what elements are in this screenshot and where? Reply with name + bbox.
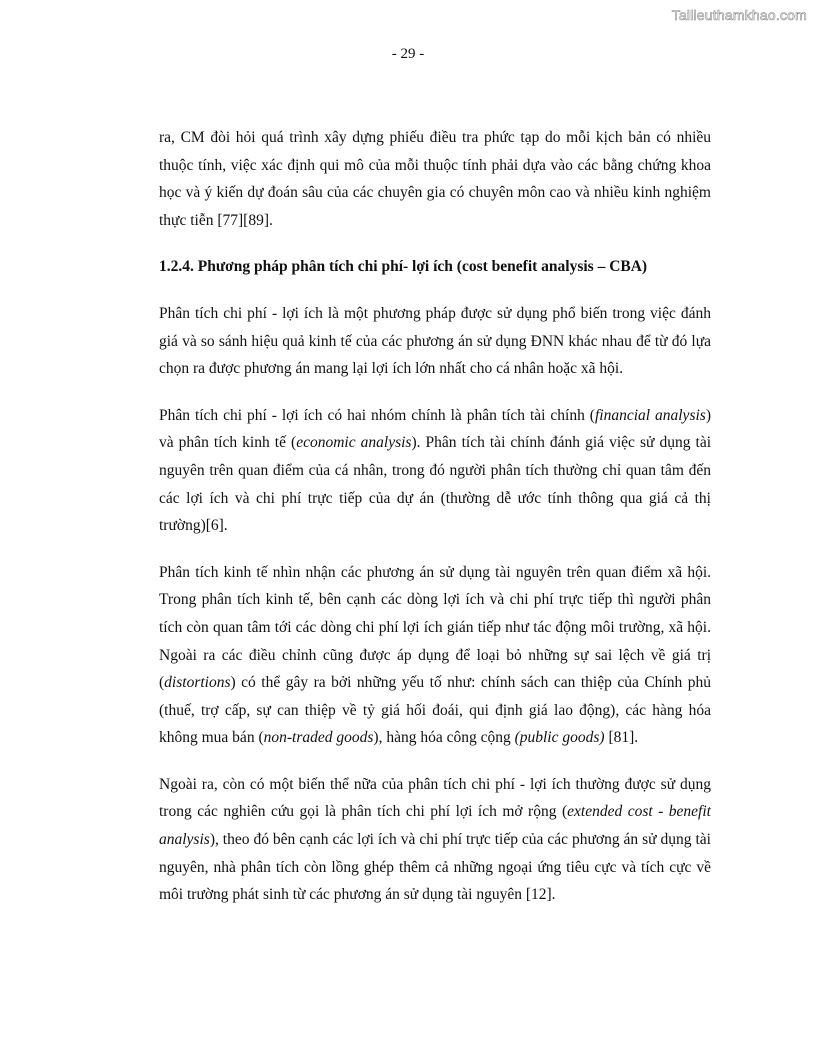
paragraph-4-text-1: Phân tích kinh tế nhìn nhận các phương án sử dụng tài nguyên trên quan điểm xã hội. Trong phân tích kinh tế, bên cạnh các dòng lợi ích và chi phí trực tiếp thì người phân tích còn quan tâm tới các dòng chi phí lợi ích gián tiếp như tác động môi trường, xã hội. Ngoài ra các điều chỉnh cũng được áp dụng để loại bỏ những sự sai lệch về giá trị (	[159, 563, 711, 692]
paragraph-5-italic-1: extended cost - benefit analysis	[159, 803, 711, 849]
paragraph-3-text-1: Phân tích chi phí - lợi ích có hai nhóm chính là phân tích tài chính (	[159, 406, 595, 424]
paragraph-3-text-2: ) và phân tích kinh tế (	[159, 406, 711, 452]
paragraph-5	[159, 771, 711, 909]
paragraph-3-italic-2: economic analysis	[296, 434, 412, 452]
paragraph-3-text-3: ). Phân tích tài chính đánh giá việc sử dụng tài nguyên trên quan điểm của cá nhân, trong đó người phân tích thường chỉ quan tâm đến các lợi ích và chi phí trực tiếp của dự án (thường dễ ước tính thông qua giá cả thị trường)[6].	[159, 434, 711, 535]
paragraph-4-italic-3: (public goods)	[514, 729, 605, 747]
paragraph-4-italic-2: non-traded goods	[263, 729, 374, 747]
paragraph-4-text-4: [81].	[604, 729, 639, 747]
paragraph-4-italic-1: distortions	[164, 674, 231, 692]
watermark: Tailieuthamkhao.com	[671, 7, 807, 23]
paragraph-4-text-3: ), hàng hóa công cộng	[373, 729, 515, 747]
section-heading: 1.2.4. Phương pháp phân tích chi phí- lợi ích (cost benefit analysis – CBA)	[159, 258, 648, 276]
paragraph-1-text: ra, CM đòi hỏi quá trình xây dựng phiếu điều tra phức tạp do mỗi kịch bản có nhiều thuộc tính, việc xác định qui mô của mỗi thuộc tính phải dựa vào các bằng chứng khoa học và ý kiến dự đoán sâu của các chuyên gia có chuyên môn cao và nhiều kinh nghiệm thực tiễn [77][89].	[159, 129, 711, 229]
paragraph-3-italic-1: financial analysis	[594, 406, 706, 424]
paragraph-4-text-2: ) có thể gây ra bởi những yếu tố như: chính sách can thiệp của Chính phủ (thuế, trợ cấp, sự can thiệp về tỷ giá hối đoái, qui định giá lao động), các hàng hóa không mua bán (	[159, 674, 711, 747]
paragraph-5-text-2: ), theo đó bên cạnh các lợi ích và chi phí trực tiếp của các phương án sử dụng tài nguyên, nhà phân tích còn lồng ghép thêm cả những ngoại ứng tiêu cực và tích cực về môi trường phát sinh từ các phương án sử dụng tài nguyên [12].	[159, 831, 711, 904]
paragraph-4	[159, 559, 711, 752]
paragraph-2	[159, 300, 711, 383]
document-body	[159, 124, 711, 928]
paragraph-1	[159, 124, 711, 234]
paragraph-3	[159, 402, 711, 540]
page-number: - 29 -	[391, 46, 425, 62]
paragraph-5-text-1: Ngoài ra, còn có một biến thể nữa của phân tích chi phí - lợi ích thường được sử dụng trong các nghiên cứu gọi là phân tích chi phí lợi ích mở rộng (	[159, 775, 711, 821]
paragraph-2-text: Phân tích chi phí - lợi ích là một phương pháp được sử dụng phổ biến trong việc đánh giá và so sánh hiệu quả kinh tế của các phương án sử dụng ĐNN khác nhau để từ đó lựa chọn ra được phương án mang lại lợi ích lớn nhất cho cá nhân hoặc xã hội.	[159, 304, 711, 378]
